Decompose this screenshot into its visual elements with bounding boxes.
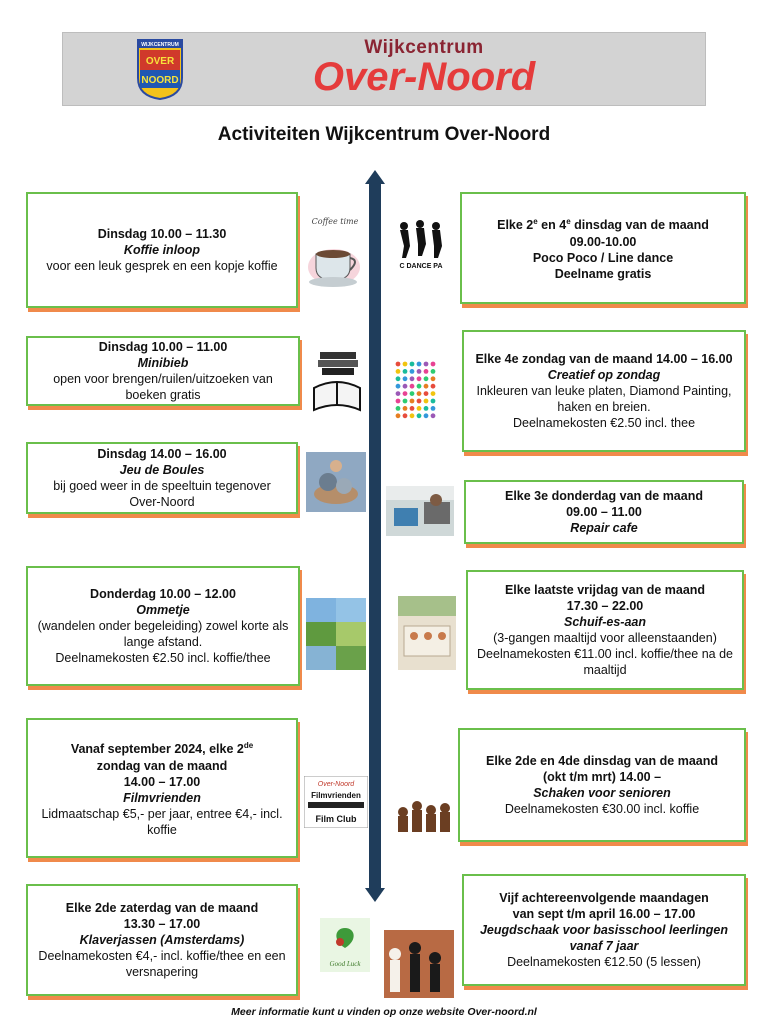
activity-description: (3-gangen maaltijd voor alleenstaanden) — [493, 631, 717, 645]
repair-cafe-image — [386, 486, 454, 536]
chess-board-image — [384, 930, 454, 998]
activity-poco-poco — [460, 192, 746, 304]
activity-time: Dinsdag 10.00 – 11.30 — [97, 227, 227, 241]
svg-text:Good Luck: Good Luck — [329, 960, 361, 968]
header-subtitle: Wijkcentrum — [364, 37, 484, 58]
header-banner — [62, 32, 706, 106]
activity-cost: Deelnamekosten €30.00 incl. koffie — [504, 802, 700, 816]
activity-time: Elke 2de en 4de dinsdag van de maand — [485, 754, 719, 768]
activity-time: 13.30 – 17.00 — [123, 917, 201, 931]
activity-time: zondag van de maand — [96, 758, 228, 773]
activity-time: (okt t/m mrt) 14.00 – — [542, 770, 662, 784]
activity-description: bij goed weer in de speeltuin tegenover Over-Noord — [53, 479, 271, 509]
activity-time: Dinsdag 14.00 – 16.00 — [97, 447, 227, 461]
activity-description: voor een leuk gesprek en een kopje koffie — [46, 259, 278, 273]
activity-jeu-de-boules — [26, 442, 298, 514]
activity-schaken-senioren — [458, 728, 746, 842]
jeu-de-boules-image — [306, 452, 366, 512]
activity-name: Klaverjassen (Amsterdams) — [79, 933, 245, 947]
activity-name: Repair cafe — [570, 521, 638, 535]
svg-text:Film Club: Film Club — [315, 814, 357, 824]
activity-name: Jeu de Boules — [119, 463, 205, 477]
activity-time: Elke 2de zaterdag van de maand — [65, 901, 259, 915]
timeline-bar — [369, 182, 381, 890]
svg-text:WIJKCENTRUM: WIJKCENTRUM — [141, 42, 179, 48]
activity-time: 09.00-10.00 — [569, 234, 637, 249]
activity-time: Elke 3e donderdag van de maand — [505, 489, 703, 503]
arrow-up-icon — [365, 170, 385, 184]
diamond-painting-image — [394, 360, 438, 422]
dinner-table-image — [398, 596, 456, 670]
activity-name: Jeugdschaak voor basisschool leerlingen vanaf 7 jaar — [479, 923, 728, 953]
activity-koffie-inloop — [26, 192, 298, 308]
activity-schuif-es-aan — [466, 570, 744, 690]
activity-minibieb — [26, 336, 300, 406]
activity-cost: Deelnamekosten €2.50 incl. koffie/thee — [55, 651, 271, 665]
svg-text:Coffee time: Coffee time — [311, 217, 359, 226]
activity-creatief-op-zondag — [462, 330, 746, 452]
activity-cost: Deelnamekosten €12.50 (5 lessen) — [507, 955, 701, 969]
cards-image — [320, 918, 370, 972]
activity-description: (wandelen onder begeleiding) zowel korte als lange afstand. — [37, 619, 289, 649]
header-title: Over-Noord — [312, 55, 536, 99]
chess-pieces-image — [394, 786, 454, 838]
svg-text:C DANCE PA: C DANCE PA — [399, 263, 443, 270]
activity-description: Deelnamekosten €4,- incl. koffie/thee en een versnapering — [38, 949, 286, 979]
activity-ommetje — [26, 566, 300, 686]
activity-time: 09.00 – 11.00 — [566, 505, 642, 519]
activity-time: Vanaf september 2024, elke 2de — [70, 741, 254, 757]
activity-name: Ommetje — [136, 603, 190, 617]
coffee-cup-image — [304, 212, 366, 298]
svg-text:OVER: OVER — [145, 56, 175, 67]
activity-name: Koffie inloop — [123, 243, 201, 257]
svg-text:Filmvrienden: Filmvrienden — [311, 791, 361, 800]
activity-time: van sept t/m april 16.00 – 17.00 — [512, 907, 696, 921]
activity-cost: Deelnamekosten €11.00 incl. koffie/thee na de maaltijd — [477, 647, 733, 677]
activity-cost: Deelname gratis — [554, 266, 652, 281]
activity-klaverjassen — [26, 884, 298, 996]
svg-text:NOORD: NOORD — [141, 75, 179, 86]
activity-name: Creatief op zondag — [547, 368, 661, 382]
line-dance-image — [396, 218, 446, 270]
film-club-image — [304, 776, 368, 828]
activity-description: Lidmaatschap €5,- per jaar, entree €4,- incl. koffie — [41, 806, 283, 837]
activity-time: Dinsdag 10.00 – 11.00 — [98, 340, 228, 354]
activity-cost: Deelnamekosten €2.50 incl. thee — [512, 416, 696, 430]
activity-name: Poco Poco / Line dance — [532, 250, 674, 265]
activity-repair-cafe — [464, 480, 744, 544]
ommetje-walking-image — [306, 598, 366, 670]
activity-name: Schaken voor senioren — [533, 786, 671, 800]
activity-time: 14.00 – 17.00 — [123, 774, 201, 789]
books-image — [306, 348, 368, 420]
activity-description: Inkleuren van leuke platen, Diamond Painting, haken en breien. — [476, 384, 732, 414]
footer-info: Meer informatie kunt u vinden op onze website Over-noord.nl — [231, 1006, 537, 1018]
activity-time: Vijf achtereenvolgende maandagen — [499, 891, 709, 905]
activity-time: Elke 4e zondag van de maand 14.00 – 16.00 — [475, 352, 733, 366]
arrow-down-icon — [365, 888, 385, 902]
activity-name: Schuif-es-aan — [564, 615, 646, 629]
activity-jeugdschaak — [462, 874, 746, 986]
activity-time: 17.30 – 22.00 — [566, 599, 644, 613]
activity-time: Elke 2e en 4e dinsdag van de maand — [497, 217, 709, 233]
activity-time: Elke laatste vrijdag van de maand — [504, 583, 706, 597]
activity-description: open voor brengen/ruilen/uitzoeken van boeken gratis — [53, 372, 273, 402]
page-title: Activiteiten Wijkcentrum Over-Noord — [217, 124, 551, 145]
activity-name: Filmvrienden — [123, 790, 201, 805]
activity-name: Minibieb — [137, 356, 189, 370]
activity-filmvrienden — [26, 718, 298, 858]
svg-text:Over-Noord: Over-Noord — [317, 781, 355, 788]
activity-time: Donderdag 10.00 – 12.00 — [90, 587, 236, 601]
